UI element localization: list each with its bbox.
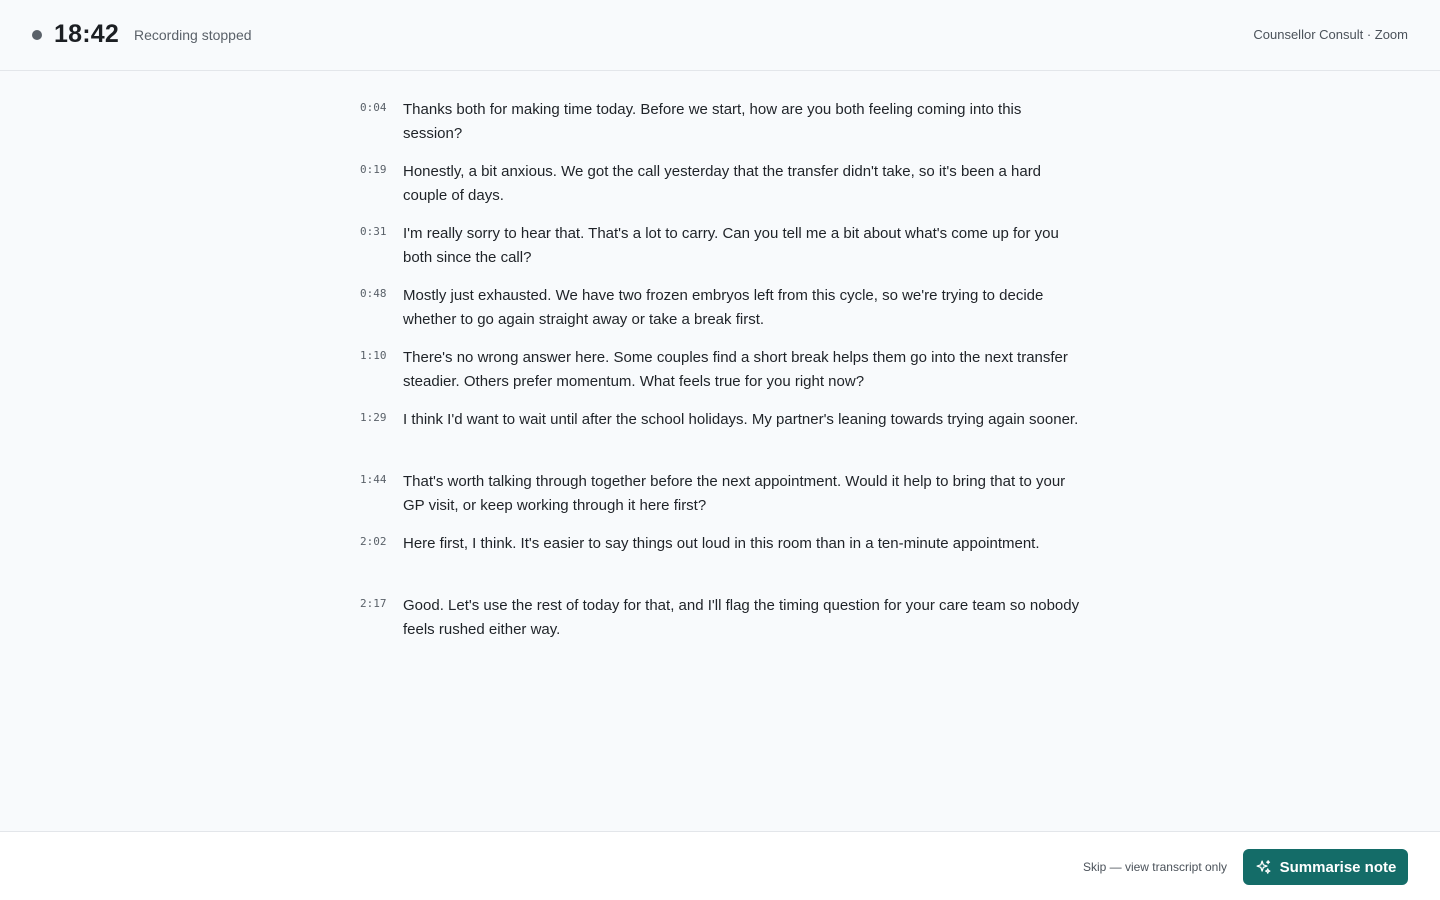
transcript-entry: [360, 98, 1080, 160]
transcript-text: Good. Let's use the rest of today for that, and I'll flag the timing question for your care team so nobody feels rushed either way.: [403, 597, 1080, 638]
transcript-entry: [360, 594, 1080, 656]
summarise-note-button[interactable]: [1243, 849, 1408, 885]
transcript-entry: [360, 284, 1080, 346]
transcript-timestamp: 2:17: [360, 597, 387, 610]
transcript-entry: [360, 222, 1080, 284]
transcript-timestamp: 0:48: [360, 287, 387, 300]
transcript-text: Here first, I think. It's easier to say things out loud in this room than in a ten-minute appointment.: [403, 535, 1040, 552]
recording-status-dot: [32, 30, 42, 40]
transcript-timestamp: 2:02: [360, 535, 387, 548]
transcript-text: I think I'd want to wait until after the school holidays. My partner's leaning towards trying again sooner.: [403, 411, 1079, 428]
meeting-info: Counsellor Consult · Zoom: [1253, 27, 1408, 42]
transcript-text: Thanks both for making time today. Before we start, how are you both feeling coming into this session?: [403, 101, 1022, 142]
session-header: [0, 0, 1440, 71]
transcript-text: Mostly just exhausted. We have two frozen embryos left from this cycle, so we're trying to decide whether to go again straight away or take a break first.: [403, 287, 1044, 328]
skip-link[interactable]: Skip — view transcript only: [1082, 860, 1227, 874]
transcript-entry: [360, 160, 1080, 222]
transcript-entry: [360, 470, 1080, 532]
transcript-entry: [360, 346, 1080, 408]
transcript-timestamp: 0:19: [360, 163, 387, 176]
transcript-timestamp: 1:10: [360, 349, 387, 362]
transcript-entry: [360, 408, 1080, 470]
action-footer: [0, 831, 1440, 900]
summarise-note-label: Summarise note: [1279, 858, 1397, 876]
transcript-text: Honestly, a bit anxious. We got the call yesterday that the transfer didn't take, so it's been a hard couple of days.: [403, 163, 1042, 204]
transcript-timestamp: 1:29: [360, 411, 387, 424]
transcript-list: [360, 98, 1080, 656]
transcript-timestamp: 0:04: [360, 101, 387, 114]
transcript-timestamp: 0:31: [360, 225, 387, 238]
recording-timer: 18:42: [54, 20, 119, 48]
transcript-text: I'm really sorry to hear that. That's a lot to carry. Can you tell me a bit about what's come up for you both since the call?: [403, 225, 1059, 266]
transcript-entry: [360, 532, 1080, 594]
transcript-text: There's no wrong answer here. Some couples find a short break helps them go into the next transfer steadier. Others prefer momentum. What feels true for you right now?: [403, 349, 1068, 390]
sparkle-icon: [1255, 859, 1272, 876]
transcript-timestamp: 1:44: [360, 473, 387, 486]
transcript-text: That's worth talking through together before the next appointment. Would it help to bring that to your GP visit, or keep working through it here first?: [403, 473, 1066, 514]
recording-status-text: Recording stopped: [134, 27, 252, 43]
